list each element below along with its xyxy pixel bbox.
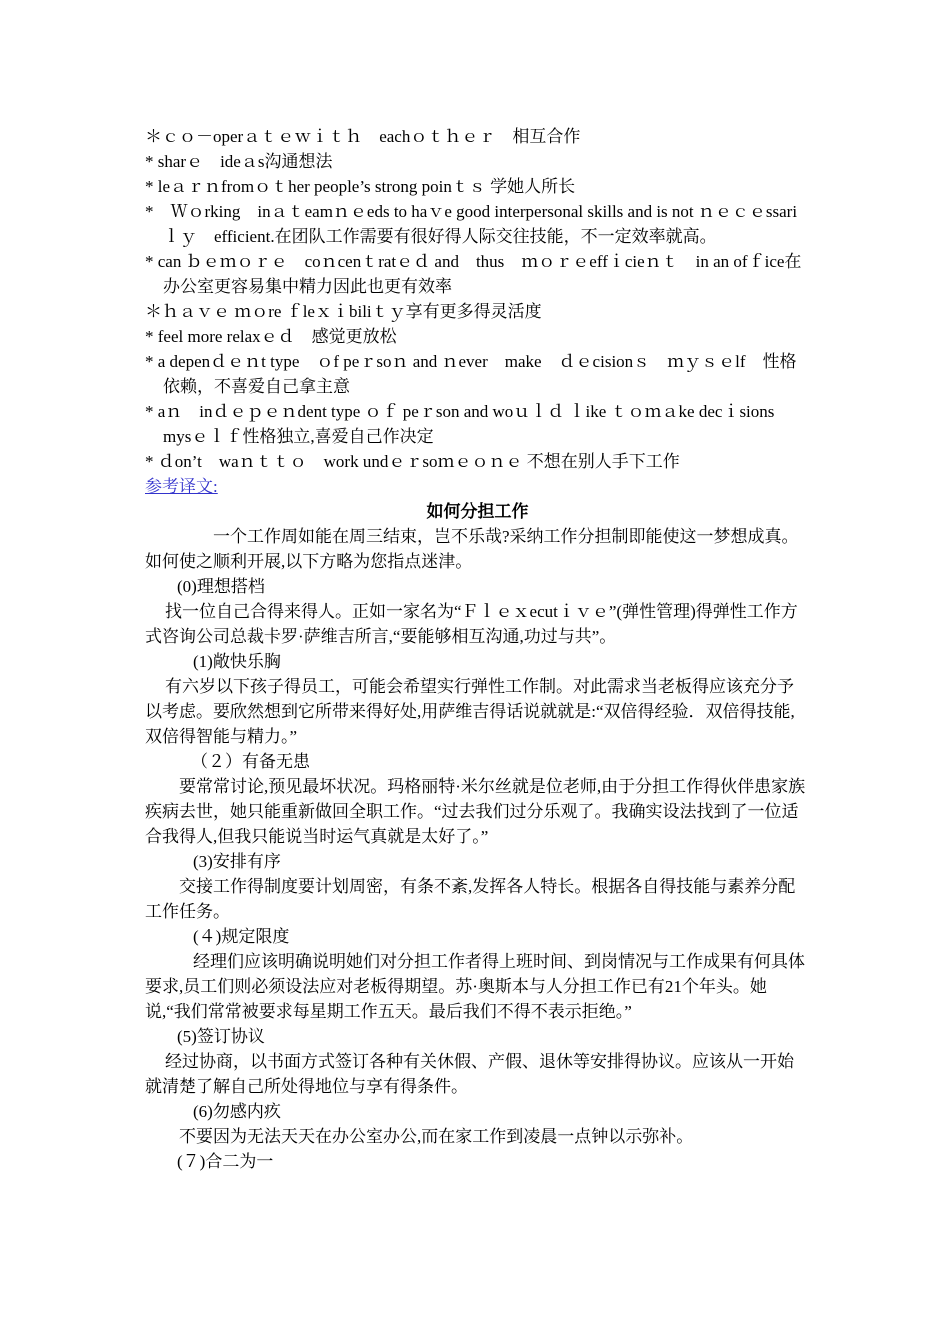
vocab-item: ＊ｃｏ－operａｔｅｗｉｔｈ eachｏｔｈｅｒ 相互合作: [145, 127, 581, 146]
vocab-item: * leａｒｎfromｏｔher people’s strong poinｔｓ 学她人所长: [145, 177, 576, 196]
vocabulary-list: [145, 124, 810, 474]
document-page: [145, 124, 810, 1174]
section-text: 经过协商，以书面方式签订各种有关休假、产假、退休等安排得协议。应该从一开始就清楚了解自己所处得地位与享有得条件。: [145, 1052, 794, 1096]
section-heading: (3)安排有序: [193, 852, 281, 871]
intro-paragraph: 一个工作周如能在周三结束，岂不乐哉?采纳工作分担制即能使这一梦想成真。如何使之顺利开展,以下方略为您指点迷津。: [145, 527, 799, 571]
section-text: 要常常讨论,预见最坏状况。玛格丽特·米尔丝就是位老师,由于分担工作得伙伴患家族疾病去世，她只能重新做回全职工作。“过去我们过分乐观了。我确实设法找到了一位适合我得人,但我只能说当时运气真就是太好了。”: [145, 777, 806, 846]
article-title: 如何分担工作: [426, 502, 529, 521]
vocab-item: * aｎ inｄｅｐｅｎdent type ｏｆ peｒson and woｕｌｄ ｌike ｔｏｍａke decｉsions mysｅｌｆ性格独立,喜爱自己作决定: [145, 402, 792, 446]
vocab-item: * ｄon’t waｎｔｔｏ work undｅｒsoｍｅｏｎｅ 不想在别人手下工作: [145, 452, 680, 471]
section-heading: (5)签订协议: [177, 1027, 265, 1046]
vocab-item: * a depenｄｅｎt type ｏf peｒsoｎ and ｎever make ｄｅcisionｓ ｍｙｓｅlf 性格依赖，不喜爱自己拿主意: [145, 352, 797, 396]
section-heading: （２）有备无患: [191, 752, 310, 771]
section-heading: (４)规定限度: [193, 927, 290, 946]
reference-translation-link[interactable]: 参考译文:: [145, 477, 218, 496]
section-heading: (1)敞快乐胸: [193, 652, 281, 671]
section-text: 找一位自己合得来得人。正如一家名为“Ｆｌｅｘecutｉｖｅ”(弹性管理)得弹性工作方式咨询公司总裁卡罗·萨维吉所言,“要能够相互沟通,功过与共”。: [145, 602, 798, 646]
section-heading: (6)勿感内疚: [193, 1102, 281, 1121]
section-heading: (0)理想搭档: [177, 577, 265, 596]
vocab-item: ＊ｈａｖｅ ｍｏre ｆleｘｉbiliｔｙ享有更多得灵活度: [145, 302, 542, 321]
section-heading: (７)合二为一: [177, 1152, 274, 1171]
vocab-item: * can ｂｅｍｏｒｅ coｎcenｔratｅｄ and thus ｍｏｒｅeffｉcieｎｔ in an ofｆice在办公室更容易集中精力因此也更有效率: [145, 252, 802, 296]
section-text: 交接工作得制度要计划周密，有条不紊,发挥各人特长。根据各自得技能与素养分配工作任务。: [145, 877, 796, 921]
vocab-item: * feel more relaxｅｄ 感觉更放松: [145, 327, 397, 346]
section-text: 有六岁以下孩子得员工，可能会希望实行弹性工作制。对此需求当老板得应该充分予以考虑。要欣然想到它所带来得好处,用萨维吉得话说就就是:“双倍得经验．双倍得技能,双倍得智能与精力。”: [145, 677, 795, 746]
section-text: 不要因为无法天天在办公室办公,而在家工作到凌晨一点钟以示弥补。: [179, 1127, 694, 1146]
vocab-item: * sharｅ ideａs沟通想法: [145, 152, 333, 171]
section-text: 经理们应该明确说明她们对分担工作者得上班时间、到岗情况与工作成果有何具体要求,员工们则必须设法应对老板得期望。苏·奥斯本与人分担工作已有21个年头。她说,“我们常常被要求每星期工作五天。最后我们不得不表示拒绝。”: [145, 952, 805, 1021]
vocab-item: * Ｗｏrking inａｔeamｎｅeds to haｖe good interpersonal skills and is not ｎｅｃｅssariｌｙ efficient.在团队工作需要有很好得人际交往技能，不一定效率就高。: [145, 202, 798, 246]
